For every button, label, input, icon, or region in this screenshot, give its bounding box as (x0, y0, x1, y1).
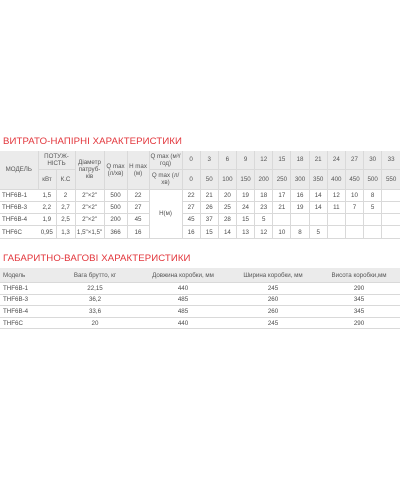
head-cell (382, 201, 400, 213)
q-lmin-value: 50 (200, 169, 218, 189)
hmax-cell: 27 (127, 201, 149, 213)
q-m3-value: 18 (291, 151, 309, 169)
table-row (0, 306, 400, 318)
q-m3-value: 9 (236, 151, 254, 169)
ks-cell: 1,3 (56, 226, 75, 238)
diameter-cell: 2"×2" (75, 201, 104, 213)
model-cell: THF6B-1 (0, 189, 38, 201)
head-cell: 19 (236, 189, 254, 201)
q-m3-value: 0 (182, 151, 200, 169)
head-cell: 10 (345, 189, 363, 201)
ks-cell: 2,5 (56, 214, 75, 226)
length-cell: 440 (138, 317, 228, 329)
weight-cell: 20 (52, 317, 138, 329)
q-lmin-value: 500 (364, 169, 382, 189)
head-cell: 18 (255, 189, 273, 201)
head-cell (382, 189, 400, 201)
head-cell: 7 (345, 201, 363, 213)
head-cell: 45 (182, 214, 200, 226)
kw-header: кВт (38, 169, 56, 189)
head-cell: 12 (327, 189, 345, 201)
head-cell: 21 (200, 189, 218, 201)
model-cell: THF6B-3 (0, 294, 52, 306)
head-cell: 5 (309, 226, 327, 238)
weight-cell: 36,2 (52, 294, 138, 306)
ks-header: К.С (56, 169, 75, 189)
head-cell (309, 214, 327, 226)
q-m3-value: 30 (364, 151, 382, 169)
hmax-cell: 45 (127, 214, 149, 226)
kw-cell: 1,5 (38, 189, 56, 201)
head-cell: 37 (200, 214, 218, 226)
power-header: ПОТУЖ-НІСТЬ (38, 151, 75, 169)
q-lmin-value: 0 (182, 169, 200, 189)
width-cell: 245 (228, 283, 318, 295)
model-cell: THF6C (0, 226, 38, 238)
head-cell: 22 (182, 189, 200, 201)
head-cell: 24 (236, 201, 254, 213)
q-m3-header: Q max (м³/год) (149, 151, 182, 169)
dimensions-title: ГАБАРИТНО-ВАГОВІ ХАРАКТЕРИСТИКИ (3, 253, 191, 264)
q-lmin-value: 350 (309, 169, 327, 189)
q-m3-value: 6 (218, 151, 236, 169)
diameter-cell: 2"×2" (75, 214, 104, 226)
head-cell (364, 226, 382, 238)
head-cell (273, 214, 291, 226)
hmax-cell: 22 (127, 189, 149, 201)
head-cell: 17 (273, 189, 291, 201)
table-row (0, 283, 400, 295)
head-cell (382, 214, 400, 226)
head-cell: 26 (200, 201, 218, 213)
head-cell: 14 (309, 201, 327, 213)
width-header: Ширина коробки, мм (228, 268, 318, 283)
head-cell: 16 (182, 226, 200, 238)
q-lmin-value: 550 (382, 169, 400, 189)
q-m3-value: 3 (200, 151, 218, 169)
head-cell: 23 (255, 201, 273, 213)
table-row (0, 294, 400, 306)
head-cell: 10 (273, 226, 291, 238)
model-header: МОДЕЛЬ (0, 151, 38, 189)
ks-cell: 2 (56, 189, 75, 201)
q-m3-value: 27 (345, 151, 363, 169)
table-row (0, 189, 400, 201)
weight-cell: 22,15 (52, 283, 138, 295)
head-cell: 15 (200, 226, 218, 238)
q-lmin-value: 200 (255, 169, 273, 189)
model-cell: THF6B-3 (0, 201, 38, 213)
head-cell (327, 226, 345, 238)
qmax-cell: 500 (104, 189, 127, 201)
head-cell: 28 (218, 214, 236, 226)
h-label: Н(м) (149, 189, 182, 238)
head-cell: 14 (309, 189, 327, 201)
head-cell (345, 214, 363, 226)
q-lmin-value: 100 (218, 169, 236, 189)
table-row (0, 226, 400, 238)
qmax-cell: 366 (104, 226, 127, 238)
width-cell: 260 (228, 294, 318, 306)
head-cell: 25 (218, 201, 236, 213)
performance-table (0, 151, 400, 239)
model-cell: THF6C (0, 317, 52, 329)
diameter-cell: 2"×2" (75, 189, 104, 201)
head-cell: 8 (364, 189, 382, 201)
q-lmin-value: 400 (327, 169, 345, 189)
dim-model-header: Модель (0, 268, 52, 283)
head-cell: 27 (182, 201, 200, 213)
head-cell: 5 (364, 201, 382, 213)
diameter-cell: 1,5"×1,5" (75, 226, 104, 238)
diameter-header: Діаметр патруб-ків (75, 151, 104, 189)
head-cell (327, 214, 345, 226)
head-cell: 19 (291, 201, 309, 213)
q-m3-value: 21 (309, 151, 327, 169)
weight-cell: 33,6 (52, 306, 138, 318)
q-lmin-value: 300 (291, 169, 309, 189)
q-m3-value: 24 (327, 151, 345, 169)
length-cell: 485 (138, 306, 228, 318)
head-cell (364, 214, 382, 226)
head-cell: 21 (273, 201, 291, 213)
height-cell: 290 (318, 317, 400, 329)
model-cell: THF6B-1 (0, 283, 52, 295)
q-lmin-value: 150 (236, 169, 254, 189)
head-cell: 5 (255, 214, 273, 226)
length-cell: 485 (138, 294, 228, 306)
qmax-cell: 200 (104, 214, 127, 226)
height-cell: 345 (318, 294, 400, 306)
length-cell: 440 (138, 283, 228, 295)
height-cell: 290 (318, 283, 400, 295)
hmax-header: H max (м) (127, 151, 149, 189)
q-m3-value: 15 (273, 151, 291, 169)
qmax-cell: 500 (104, 201, 127, 213)
q-lmin-value: 250 (273, 169, 291, 189)
q-lmin-value: 450 (345, 169, 363, 189)
head-cell: 15 (236, 214, 254, 226)
dimensions-table (0, 268, 400, 329)
width-cell: 245 (228, 317, 318, 329)
head-cell: 13 (236, 226, 254, 238)
weight-header: Вага брутто, кг (52, 268, 138, 283)
width-cell: 260 (228, 306, 318, 318)
hmax-cell: 16 (127, 226, 149, 238)
q-lmin-header: Q max (л/хв) (149, 169, 182, 189)
q-m3-value: 12 (255, 151, 273, 169)
kw-cell: 1,9 (38, 214, 56, 226)
height-header: Висота коробки,мм (318, 268, 400, 283)
head-cell: 16 (291, 189, 309, 201)
q-m3-value: 33 (382, 151, 400, 169)
model-cell: THF6B-4 (0, 306, 52, 318)
head-cell (291, 214, 309, 226)
height-cell: 345 (318, 306, 400, 318)
model-cell: THF6B-4 (0, 214, 38, 226)
head-cell: 8 (291, 226, 309, 238)
length-header: Довжина коробки, мм (138, 268, 228, 283)
kw-cell: 2,2 (38, 201, 56, 213)
performance-title: ВИТРАТО-НАПІРНІ ХАРАКТЕРИСТИКИ (3, 136, 183, 147)
qmax-header: Q max (л/хв) (104, 151, 127, 189)
head-cell: 12 (255, 226, 273, 238)
table-row (0, 214, 400, 226)
head-cell: 14 (218, 226, 236, 238)
head-cell: 11 (327, 201, 345, 213)
head-cell (345, 226, 363, 238)
table-row (0, 201, 400, 213)
head-cell (382, 226, 400, 238)
table-row (0, 317, 400, 329)
ks-cell: 2,7 (56, 201, 75, 213)
head-cell: 20 (218, 189, 236, 201)
kw-cell: 0,95 (38, 226, 56, 238)
